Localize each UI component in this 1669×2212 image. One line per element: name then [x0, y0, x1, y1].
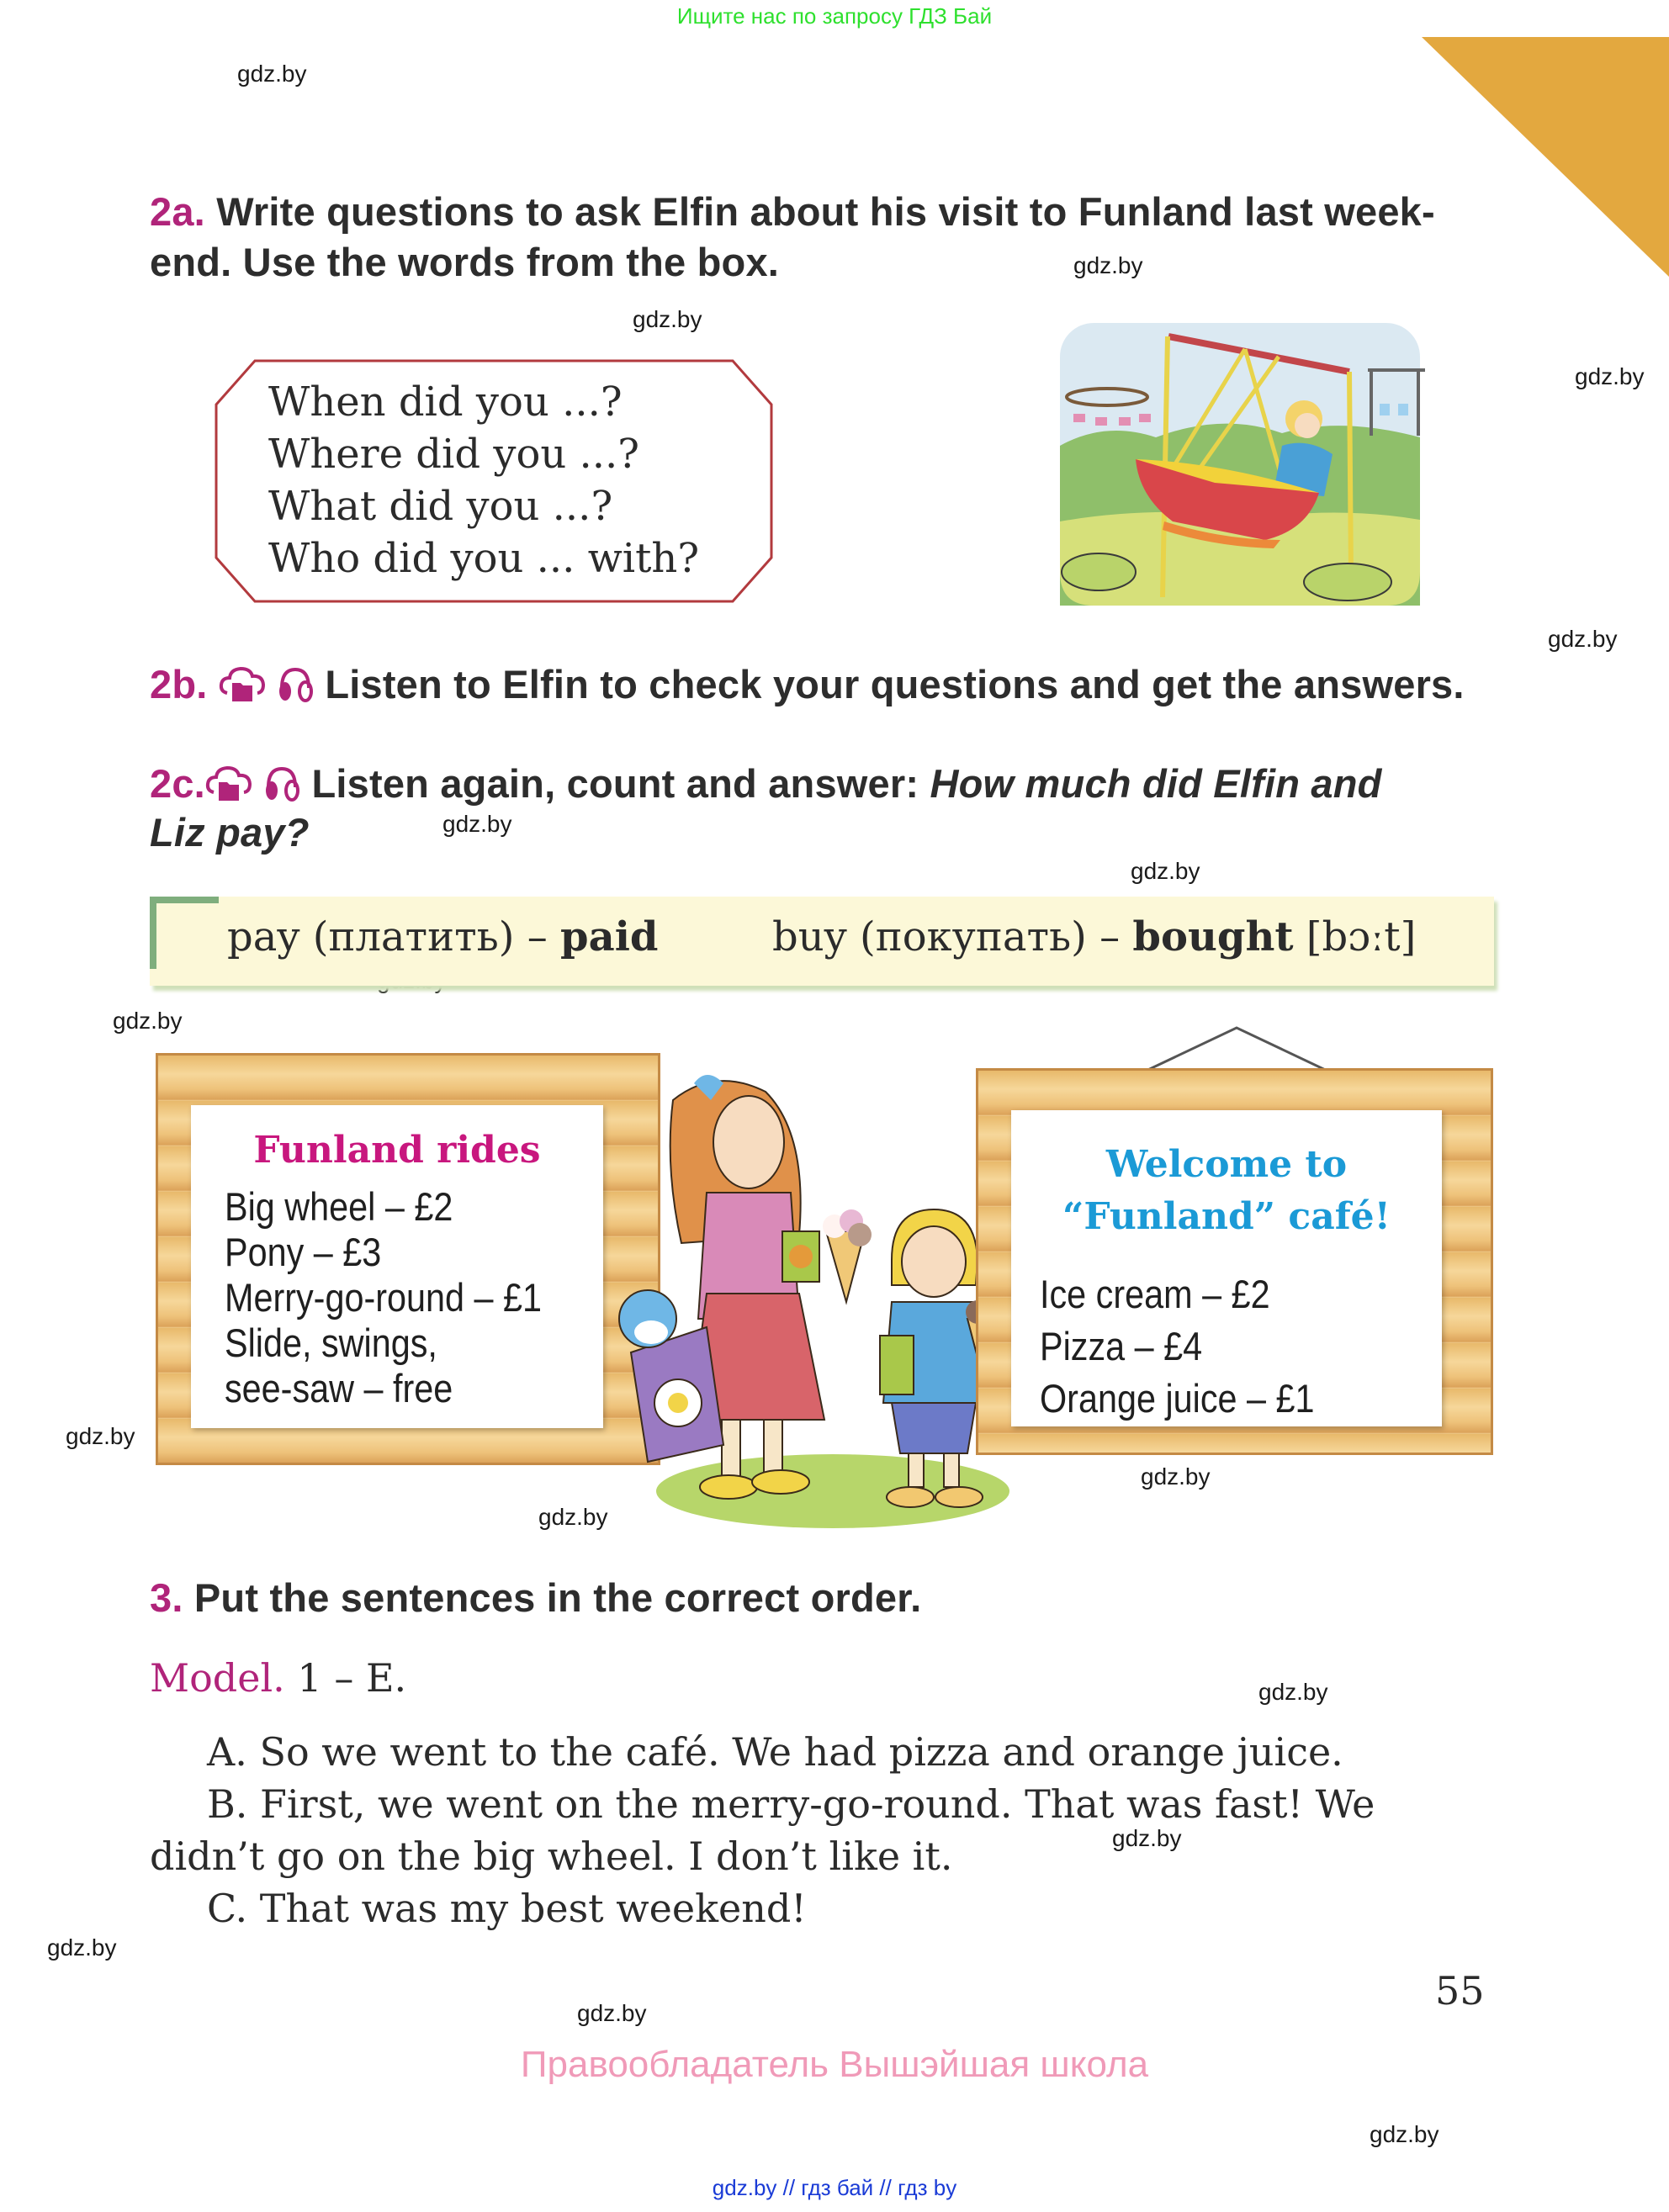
watermark: gdz.by: [113, 1008, 183, 1034]
task-instruction: Write questions to ask Elfin about his visit to Funland last week-: [216, 189, 1435, 234]
price-item: Pony – £3: [225, 1230, 382, 1274]
swing-illustration: [1055, 320, 1425, 610]
watermark: gdz.by: [538, 1504, 608, 1530]
watermark: gdz.by: [47, 1934, 117, 1961]
price-item: Slide, swings,: [225, 1320, 437, 1365]
task-2a-heading-cont: end. Use the words from the box.: [150, 240, 780, 284]
watermark: gdz.by: [66, 1423, 135, 1449]
cloud-folder-icon[interactable]: [205, 765, 252, 802]
headphones-icon[interactable]: [277, 666, 314, 703]
funland-rides-sign: [156, 1053, 660, 1465]
task-instruction: Listen again, count and answer:: [311, 761, 930, 806]
verb-buy: [772, 913, 1416, 960]
corner-decoration: [1422, 37, 1669, 281]
sign-title-line: Welcome to: [1105, 1143, 1348, 1186]
watermark: gdz.by: [1575, 363, 1645, 389]
sign-title: [1011, 1139, 1442, 1243]
verb-base: buy (покупать) –: [772, 913, 1133, 960]
paper-notice: [1011, 1110, 1442, 1426]
question-line: Where did you ...?: [268, 431, 640, 478]
price-item: Orange juice – £1: [1040, 1376, 1315, 1421]
verb-pay: [227, 913, 659, 960]
verb-past: bought: [1132, 913, 1294, 960]
sentence-c: C. That was my best weekend!: [207, 1886, 807, 1931]
sentence-b-cont: didn’t go on the big wheel. I don’t like it.: [150, 1834, 953, 1879]
question-line: What did you ...?: [268, 483, 613, 530]
sentence-a: A. So we went to the café. We had pizza and orange juice.: [207, 1729, 1343, 1775]
task-2c-heading-cont: [150, 809, 310, 855]
task-2c-heading: [150, 760, 1382, 807]
watermark: gdz.by: [1112, 1825, 1182, 1851]
model-label: Model.: [150, 1655, 285, 1701]
model-example: [150, 1655, 406, 1701]
task-3-heading: [150, 1574, 921, 1621]
paper-notice: [191, 1105, 603, 1428]
watermark: gdz.by: [1073, 252, 1143, 278]
sign-title: Funland rides: [253, 1129, 541, 1172]
price-item: see-saw – free: [225, 1366, 453, 1410]
cafe-price-list: [1040, 1268, 1315, 1425]
search-banner: Ищите нас по запросу ГДЗ Бай: [676, 3, 993, 29]
task-instruction: Listen to Elfin to check your questions and get the answers.: [325, 662, 1465, 706]
question-words-box: [215, 359, 773, 603]
task-number: 2a.: [150, 189, 205, 234]
irregular-verbs-bar: [150, 897, 1494, 986]
children-illustration: [614, 1066, 1009, 1537]
watermark: gdz.by: [1548, 626, 1618, 652]
page-number: 55: [1435, 1968, 1485, 2014]
question-line: Who did you ... with?: [268, 535, 700, 582]
task-number: 3.: [150, 1575, 183, 1620]
watermark: gdz.by: [1258, 1679, 1328, 1705]
task-number: 2b.: [150, 662, 208, 706]
watermark: gdz.by: [577, 2000, 647, 2026]
rides-price-list: [225, 1184, 542, 1411]
footer-links[interactable]: gdz.by // гдз бай // гдз by: [712, 2175, 957, 2200]
verb-base: pay (платить) –: [227, 913, 561, 960]
price-item: Ice cream – £2: [1040, 1272, 1270, 1316]
task-question: Liz pay?: [150, 810, 310, 855]
watermark: gdz.by: [1370, 2121, 1439, 2147]
task-2a-heading: [150, 188, 1435, 235]
task-number: 2c.: [150, 761, 205, 806]
cloud-folder-icon[interactable]: [219, 666, 266, 703]
sign-title-line: “Funland” café!: [1062, 1195, 1391, 1238]
question-line: When did you ...?: [268, 378, 623, 426]
bar-accent: [150, 897, 156, 969]
sentence-b: B. First, we went on the merry-go-round. That was fast! We: [207, 1781, 1375, 1827]
verb-past: paid: [560, 913, 659, 960]
copyright-notice: Правообладатель Вышэйшая школа: [520, 2044, 1149, 2085]
watermark: gdz.by: [237, 61, 307, 87]
price-item: Big wheel – £2: [225, 1184, 453, 1229]
task-instruction: Put the sentences in the correct order.: [193, 1575, 922, 1620]
watermark: gdz.by: [1141, 1463, 1211, 1490]
task-question: How much did Elfin and: [930, 761, 1382, 806]
task-2b-heading: [150, 661, 1465, 707]
price-item: Merry-go-round – £1: [225, 1275, 543, 1320]
watermark: gdz.by: [442, 811, 512, 837]
verb-transcription: [bɔːt]: [1293, 913, 1417, 960]
watermark: gdz.by: [633, 306, 702, 332]
watermark: gdz.by: [1131, 858, 1200, 884]
headphones-icon[interactable]: [263, 765, 300, 802]
bar-accent: [150, 897, 219, 903]
model-text: 1 – E.: [284, 1655, 407, 1701]
price-item: Pizza – £4: [1040, 1324, 1203, 1368]
funland-cafe-sign: [976, 1068, 1493, 1455]
